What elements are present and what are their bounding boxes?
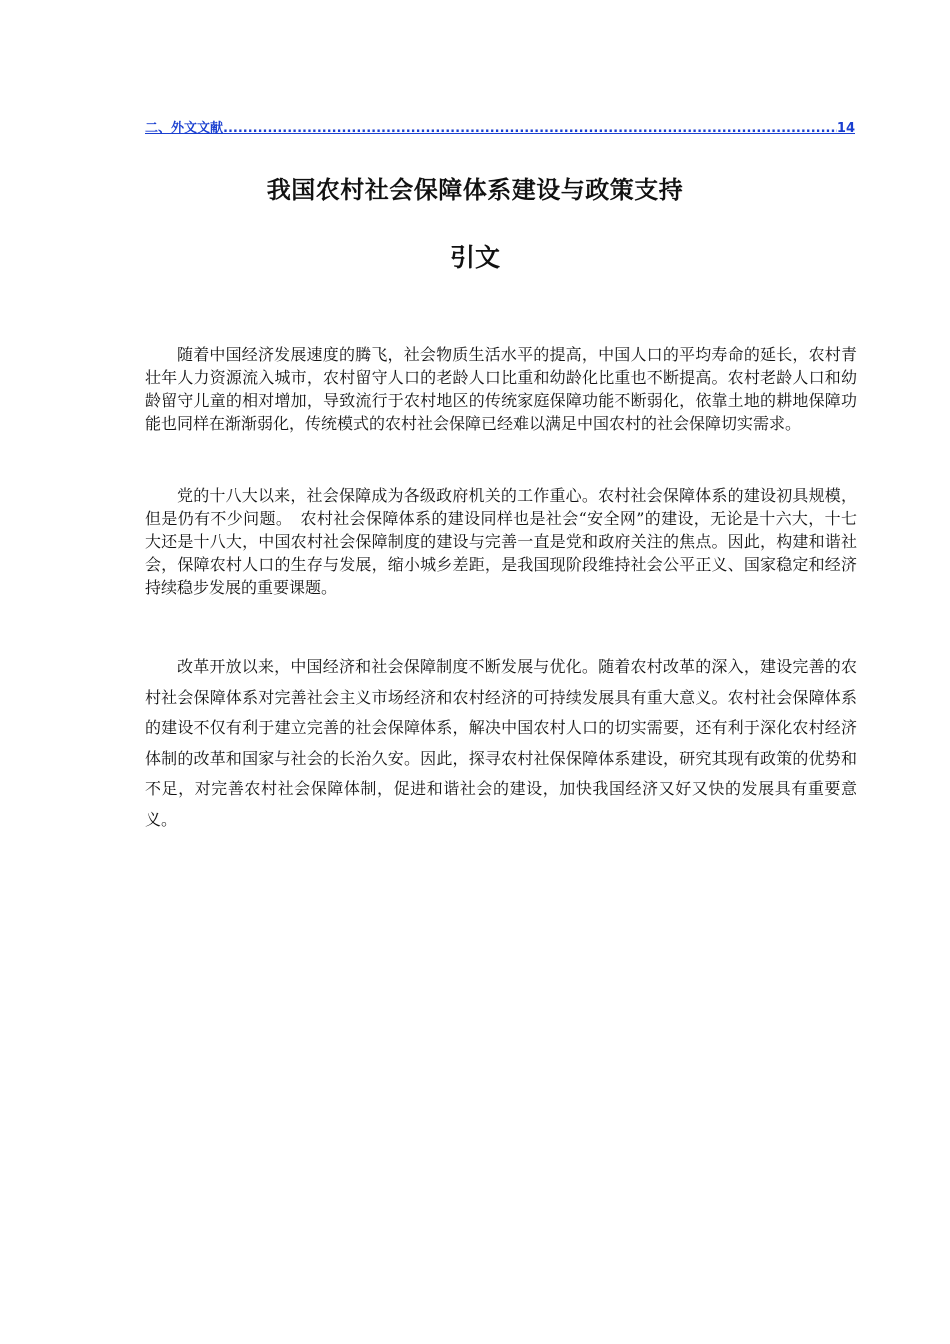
document-title: 我国农村社会保障体系建设与政策支持 xyxy=(266,176,684,204)
paragraph-1: 随着中国经济发展速度的腾飞，社会物质生活水平的提高，中国人口的平均寿命的延长，农村青壮年人力资源流入城市，农村留守人口的老龄人口比重和幼龄化比重也不断提高。农村老龄人口和幼龄留守儿童的相对增加，导致流行于农村地区的传统家庭保障功能不断弱化，依靠土地的耕地保障功能也同样在渐渐弱化，传统模式的农村社会保障已经难以满足中国农村的社会保障切实需求。 xyxy=(145,345,857,433)
paragraph-2: 党的十八大以来，社会保障成为各级政府机关的工作重心。农村社会保障体系的建设初具规模，但是仍有不少问题。 农村社会保障体系的建设同样也是社会“安全网”的建设，无论是十六大，十七大还是十八大，中国农村社会保障制度的建设与完善一直是党和政府关注的焦点。因此，构建和谐社会，保障农村人口的生存与发展，缩小城乡差距，是我国现阶段维持社会公平正义、国家稳定和经济持续稳步发展的重要课题。 xyxy=(145,486,857,597)
paragraph-3: 改革开放以来，中国经济和社会保障制度不断发展与优化。随着农村改革的深入，建设完善的农村社会保障体系对完善社会主义市场经济和农村经济的可持续发展具有重大意义。农村社会保障体系的建设不仅有利于建立完善的社会保障体系，解决中国农村人口的切实需要，还有利于深化农村经济体制的改革和国家与社会的长治久安。因此，探寻农村社保保障体系建设，研究其现有政策的优势和不足，对完善农村社会保障体制，促进和谐社会的建设，加快我国经济又好又快的发展具有重要意义。 xyxy=(145,657,857,829)
toc-dot-leader xyxy=(223,121,837,136)
toc-page-number: 14 xyxy=(836,121,855,136)
section-heading: 引文 xyxy=(449,243,500,272)
toc-entry-foreign-literature[interactable] xyxy=(145,117,855,136)
toc-entry-label: 二、外文文献 xyxy=(145,121,224,136)
